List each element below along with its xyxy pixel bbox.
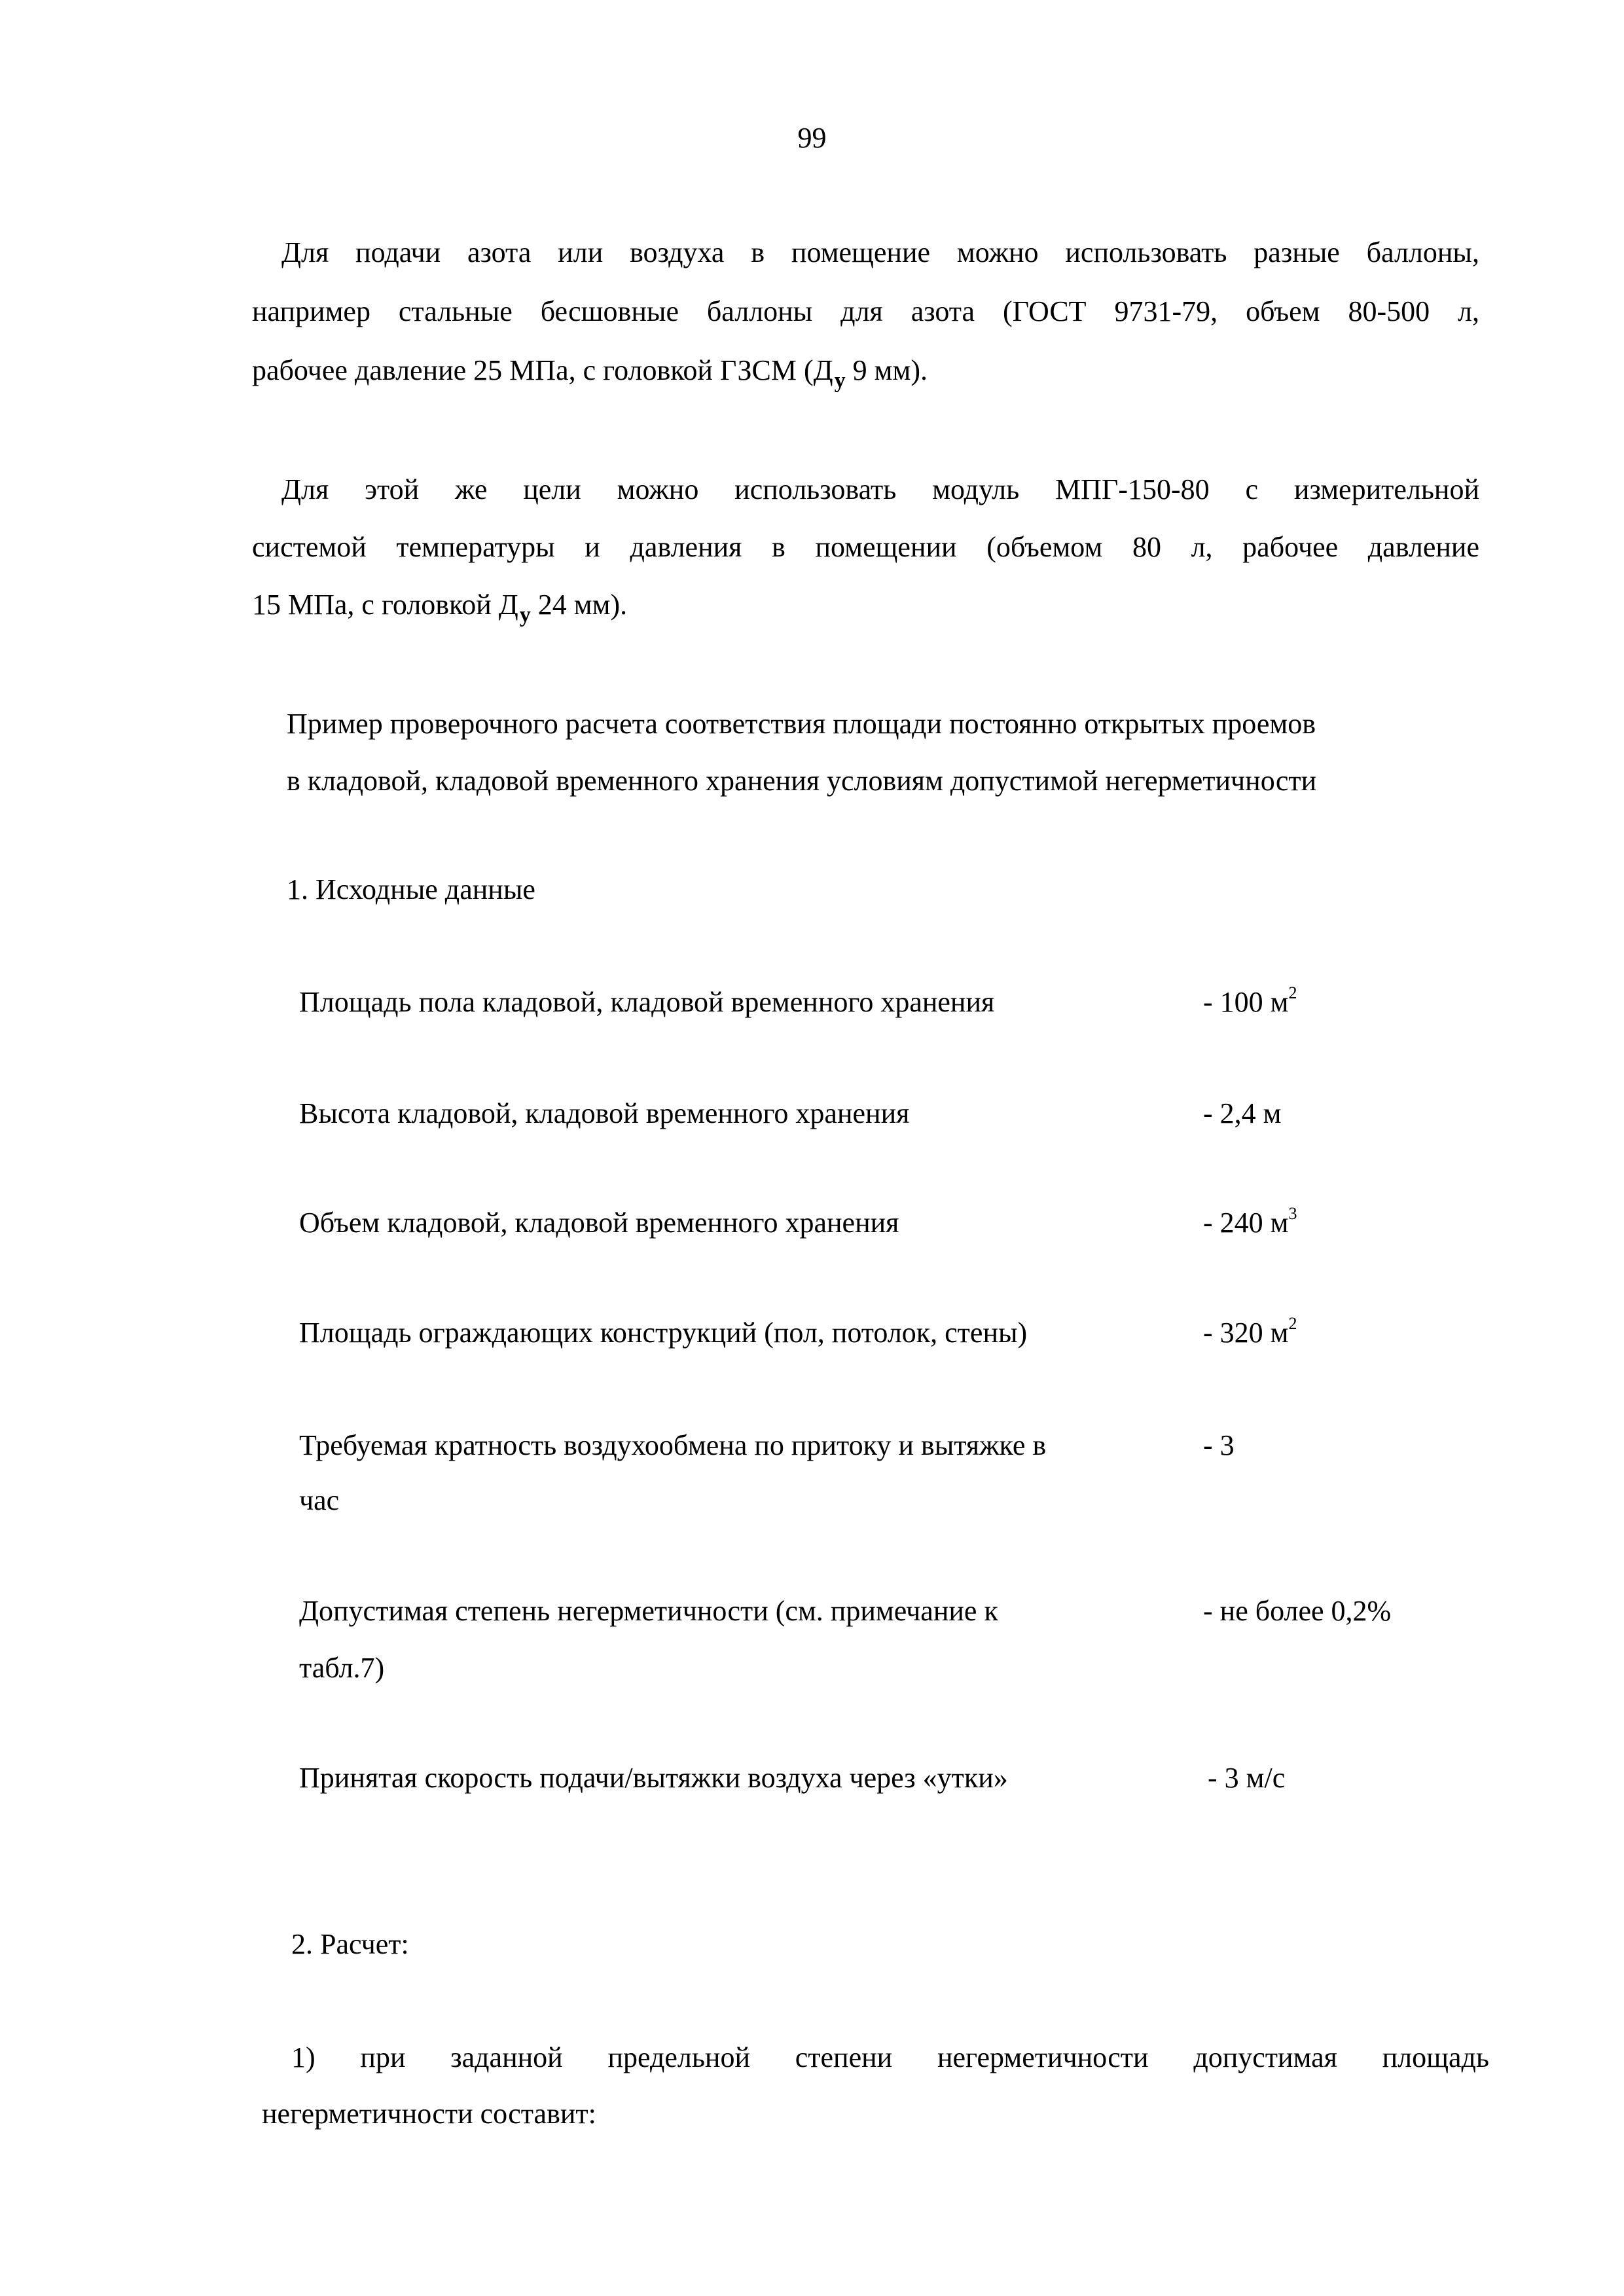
row-value [1203,1097,1282,1130]
value-text: - 2,4 м [1203,1097,1282,1129]
title-line: Пример проверочного расчета соответствия площади постоянно открытых проемов [287,708,1316,740]
row-label-continuation: табл.7) [299,1652,385,1684]
subscript: у [834,369,846,393]
row-value [1203,985,1297,1019]
row-label: Принятая скорость подачи/вытяжки воздуха через «утки» [299,1762,1008,1794]
paragraph-line: негерметичности составит: [262,2098,596,2130]
row-label: Высота кладовой, кладовой временного хранения [299,1097,910,1129]
text-fragment: 24 мм). [530,589,628,621]
value-text: - 320 м [1203,1317,1289,1349]
row-value [1203,1316,1297,1349]
paragraph-line: системой температуры и давления в помещении (объемом 80 л, рабочее давление [252,531,1479,563]
page-number: 99 [797,122,827,154]
value-text: - 240 м [1203,1207,1289,1239]
row-label: Площадь ограждающих конструкций (пол, потолок, стены) [299,1317,1028,1349]
value-text: - 3 [1203,1429,1235,1461]
subscript: у [519,603,531,627]
value-exponent: 2 [1288,983,1297,1003]
row-label-continuation: час [299,1484,340,1516]
paragraph-line: 1) при заданной предельной степени негерметичности допустимая площадь [291,2041,1489,2073]
value-exponent: 2 [1288,1314,1297,1334]
row-value [1203,1206,1297,1239]
row-value [1203,1594,1391,1628]
section-heading: 2. Расчет: [291,1928,409,1960]
paragraph-line: например стальные бесшовные баллоны для азота (ГОСТ 9731-79, объем 80-500 л, [252,295,1479,327]
paragraph-line [252,588,628,627]
title-line: в кладовой, кладовой временного хранения условиям допустимой негерметичности [287,765,1317,797]
paragraph-line: Для этой же цели можно использовать модуль МПГ-150-80 с измерительной [281,473,1479,505]
row-label: Допустимая степень негерметичности (см. примечание к [299,1595,998,1627]
text-fragment: 15 МПа, с головкой Д [252,589,518,621]
value-text: - 100 м [1203,986,1289,1018]
value-text: - 3 м/с [1208,1762,1286,1794]
text-fragment: рабочее давление 25 МПа, с головкой ГЗСМ (Д [252,354,833,386]
row-label: Площадь пола кладовой, кладовой временного хранения [299,986,995,1018]
row-value [1208,1761,1285,1795]
paragraph-line: Для подачи азота или воздуха в помещение можно использовать разные баллоны, [281,236,1479,268]
row-value [1203,1429,1235,1462]
paragraph-line [252,354,928,393]
row-label: Требуемая кратность воздухообмена по притоку и вытяжке в [299,1429,1047,1461]
row-label: Объем кладовой, кладовой временного хранения [299,1207,899,1239]
text-fragment: 9 мм). [845,354,928,386]
value-exponent: 3 [1288,1204,1297,1224]
value-text: - не более 0,2% [1203,1595,1392,1627]
section-heading: 1. Исходные данные [287,873,535,905]
